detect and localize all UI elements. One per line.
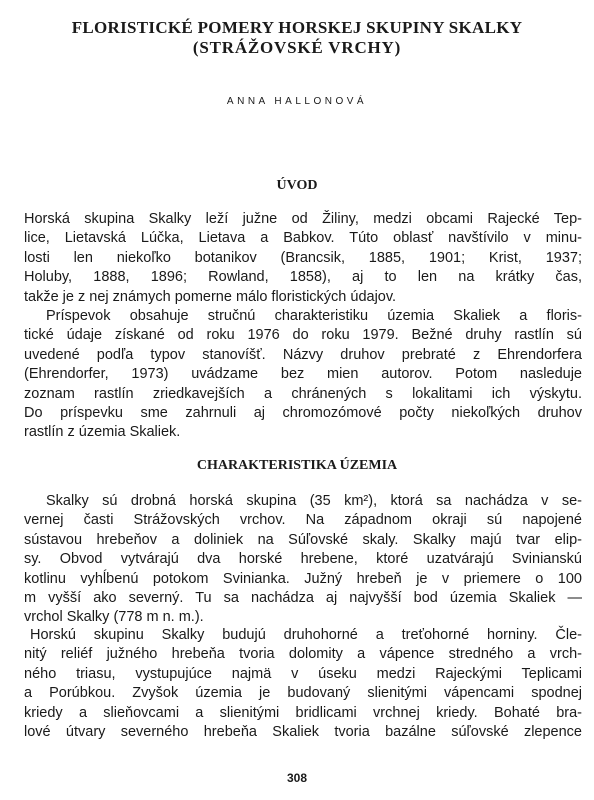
paragraph (24, 492, 582, 628)
text-line: rastlín z územia Skaliek. (24, 424, 181, 441)
text-line: Horská skupina Skalky leží južne od Žiliny, medzi obcami Rajecké Tep- (24, 211, 582, 227)
article-title-line-1: FLORISTICKÉ POMERY HORSKEJ SKUPINY SKALKY (71, 18, 523, 37)
author-name: ANNA HALLONOVÁ (226, 96, 368, 107)
text-line: m vyšší ako severný. Tu sa nachádza aj najvyšší bod územia Skaliek — (24, 590, 582, 607)
text-line: takže je z nej známych pomerne málo floristických údajov. (24, 288, 397, 305)
text-line: vernej časti Strážovských vrchov. Na západnom okraji sú napojené (24, 512, 582, 529)
text-line: Skalky sú drobná horská skupina (35 km²), ktorá sa nachádza v se- (46, 493, 582, 509)
text-line: zoznam rastlín zriedkavejších a chránených s lokalitami ich výskytu. (24, 385, 582, 402)
paragraph (24, 307, 582, 443)
text-line: nitý reliéf južného hrebeňa tvoria dolomity a vápence stredného a vrch- (24, 646, 582, 663)
text-line: ného triasu, vystupujúce najmä v úseku medzi Rajeckými Teplicami (24, 665, 582, 682)
text-line: vrchol Skalky (778 m n. m.). (24, 609, 204, 626)
text-line: Do príspevku sme zahrnuli aj chromozómové počty niekoľkých druhov (24, 405, 582, 422)
text-line: kotlinu vyhĺbenú potokom Svinianka. Južný hrebeň je v priemere o 100 (24, 570, 582, 587)
text-line: kriedy a slieňovcami a slienitými bridlicami vrchnej kriedy. Bohaté bra- (24, 704, 582, 721)
section-heading-uvod: ÚVOD (276, 178, 318, 193)
text-line: Horskú skupinu Skalky budujú druhohorné a treťohorné horniny. Čle- (30, 627, 582, 643)
page-number: 308 (286, 771, 308, 785)
text-line: tické údaje získané od roku 1976 do roku 1979. Bežné druhy rastlín sú (24, 327, 582, 344)
text-line: lice, Lietavská Lúčka, Lietava a Babkov. Túto oblasť navštívilo v minu- (24, 230, 582, 247)
text-line: (Ehrendorfer, 1973) uvádzame bez mien autorov. Potom nasleduje (24, 366, 582, 383)
text-line: uvedené podľa typov stanovíšť. Názvy druhov prebraté z Ehrendorfera (24, 346, 582, 363)
paragraph (24, 210, 582, 307)
paragraph (24, 626, 582, 742)
text-line: sy. Obvod vytvárajú dva horské hrebene, ktoré uzatvárajú Svinianskú (24, 551, 582, 568)
text-line: Holuby, 1888, 1896; Rowland, 1858), aj to len na krátky čas, (24, 269, 582, 286)
text-line: sústavou hrebeňov a doliniek na Súľovské skaly. Skalky majú tvar elip- (24, 531, 582, 548)
text-line: a Porúbkou. Zvyšok územia je budovaný slienitými vápencami spodnej (24, 685, 582, 702)
text-line: losti len niekoľko botanikov (Brancsik, 1885, 1901; Krist, 1937; (24, 249, 582, 266)
section-heading-charakteristika: CHARAKTERISTIKA ÚZEMIA (196, 458, 398, 473)
article-title-line-2: (STRÁŽOVSKÉ VRCHY) (192, 38, 402, 57)
text-line: lové útvary severného hrebeňa Skaliek tvoria bazálne súľovské zlepence (24, 724, 582, 741)
text-line: Príspevok obsahuje stručnú charakteristiku územia Skaliek a floris- (46, 308, 582, 324)
